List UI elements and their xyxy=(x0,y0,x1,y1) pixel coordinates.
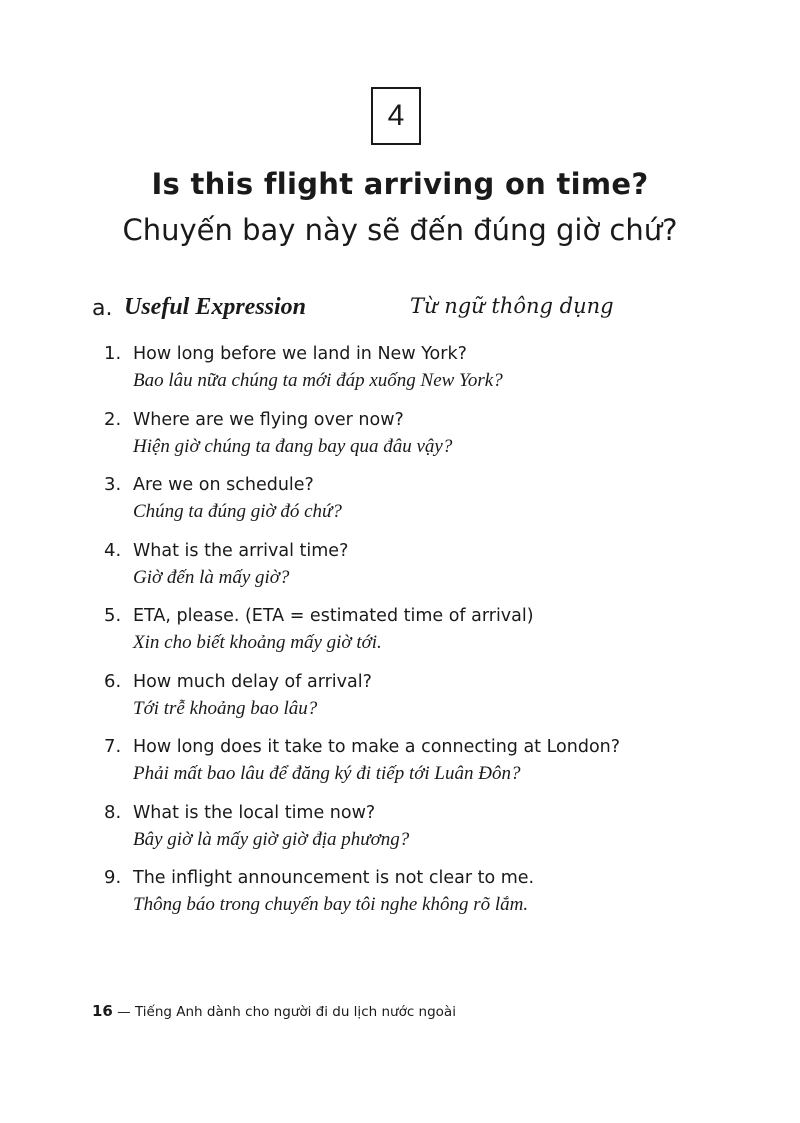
expression-item xyxy=(104,539,724,605)
lesson-title-english: Is this flight arriving on time? xyxy=(151,167,649,201)
expression-number: 1. xyxy=(104,343,122,364)
page-footer xyxy=(92,1002,456,1020)
lesson-title-vietnamese: Chuyến bay này sẽ đến đúng giờ chứ? xyxy=(122,213,678,247)
expression-number: 3. xyxy=(104,474,122,495)
expression-list xyxy=(104,342,724,932)
expression-number: 4. xyxy=(104,539,122,561)
expression-english: How long does it take to make a connecting at London? xyxy=(133,737,621,757)
expression-number: 2. xyxy=(104,408,122,430)
expression-english: Are we on schedule? xyxy=(133,475,314,495)
lesson-number-box xyxy=(371,87,421,145)
expression-item xyxy=(104,342,724,408)
expression-vietnamese: Xin cho biết khoảng mấy giờ tới. xyxy=(133,632,382,653)
expression-english: What is the arrival time? xyxy=(133,540,349,561)
lesson-title-block xyxy=(0,162,800,252)
page-number: 16 xyxy=(92,1002,113,1020)
expression-item xyxy=(104,473,724,539)
expression-item xyxy=(104,801,724,867)
expression-vietnamese: Hiện giờ chúng ta đang bay qua đâu vậy? xyxy=(133,435,453,457)
expression-item xyxy=(104,408,724,474)
expression-vietnamese: Bây giờ là mấy giờ giờ địa phương? xyxy=(133,828,410,850)
expression-item xyxy=(104,735,724,801)
expression-number: 5. xyxy=(104,605,122,626)
lesson-number: 4 xyxy=(387,99,405,132)
expression-english: What is the local time now? xyxy=(133,802,376,823)
footer-book-title: — Tiếng Anh dành cho người đi du lịch nước ngoài xyxy=(112,1004,456,1020)
expression-vietnamese: Giờ đến là mấy giờ? xyxy=(133,566,290,588)
section-heading xyxy=(92,294,652,330)
expression-vietnamese: Thông báo trong chuyến bay tôi nghe không rõ lắm. xyxy=(133,894,529,915)
expression-number: 9. xyxy=(104,867,122,888)
expression-english: How much delay of arrival? xyxy=(133,671,372,692)
section-title-vietnamese: Từ ngữ thông dụng xyxy=(410,294,614,318)
expression-vietnamese: Tới trễ khoảng bao lâu? xyxy=(133,697,318,719)
expression-english: Where are we flying over now? xyxy=(133,409,404,430)
expression-number: 7. xyxy=(104,736,122,757)
expression-number: 6. xyxy=(104,670,122,692)
expression-english: ETA, please. (ETA = estimated time of arrival) xyxy=(133,606,534,626)
expression-vietnamese: Phải mất bao lâu để đăng ký đi tiếp tới Luân Đôn? xyxy=(133,763,521,784)
expression-english: The inflight announcement is not clear to me. xyxy=(133,868,535,888)
section-letter: a. xyxy=(92,296,113,321)
expression-item xyxy=(104,670,724,736)
expression-number: 8. xyxy=(104,801,122,823)
section-title-english: Useful Expression xyxy=(124,294,307,320)
expression-item xyxy=(104,866,724,932)
expression-vietnamese: Chúng ta đúng giờ đó chứ? xyxy=(133,501,342,522)
expression-english: How long before we land in New York? xyxy=(133,344,467,364)
expression-vietnamese: Bao lâu nữa chúng ta mới đáp xuống New York? xyxy=(133,370,503,391)
expression-item xyxy=(104,604,724,670)
